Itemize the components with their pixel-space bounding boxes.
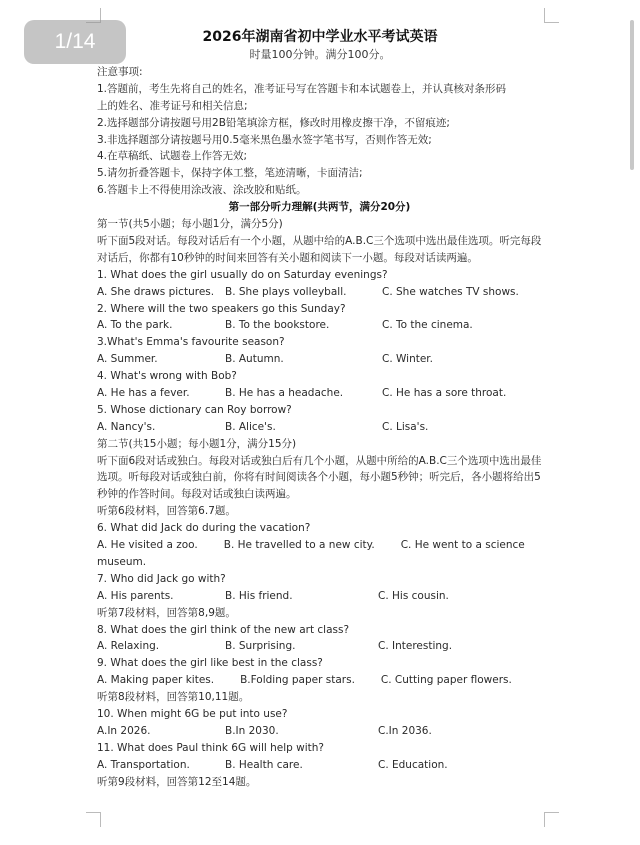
answer-option[interactable]: A. He visited a zoo. [97, 539, 198, 552]
options-row [97, 757, 542, 774]
options-row [97, 672, 542, 689]
question-stem: 3.What's Emma's favourite season? [97, 336, 285, 349]
answer-option[interactable]: B. Surprising. [225, 640, 296, 653]
answer-option[interactable]: C. Interesting. [378, 640, 453, 653]
question-stem: 10. When might 6G be put into use? [97, 707, 288, 720]
page-subtitle: 时量100分钟。满分100分。 [249, 48, 391, 61]
question-stem: 2. Where will the two speakers go this Sunday? [97, 302, 346, 315]
question-stem: 6. What did Jack do during the vacation? [97, 522, 311, 535]
options-row [97, 588, 542, 605]
section-heading: 第一节(共5小题；每小题1分，满分5分) [97, 218, 283, 231]
question-stem: 11. What does Paul think 6G will help with? [97, 741, 325, 754]
options-row [97, 537, 542, 571]
answer-option[interactable]: B.Folding paper stars. [240, 674, 355, 687]
answer-option[interactable]: B. He has a headache. [225, 386, 344, 399]
answer-option[interactable]: B. His friend. [225, 589, 293, 602]
options-row [97, 723, 542, 740]
section-instructions: 听下面6段对话或独白。每段对话或独白后有几个小题，从题中所给的A.B.C三个选项中选出最佳选项。听每段对话或独白前，你将有时间阅读各个小题，每小题5秒钟；听完后，各小题将给出5秒钟的作答时间。每段对话或独白读两遍。 [97, 454, 542, 501]
answer-option[interactable]: C. Winter. [382, 353, 433, 366]
answer-option[interactable]: C. She watches TV shows. [382, 285, 519, 298]
note-item: 3.非选择题部分请按题号用0.5毫米黑色墨水签字笔书写，否则作答无效; [97, 133, 432, 146]
page-title: 2026年湖南省初中学业水平考试英语 [202, 29, 438, 45]
answer-option[interactable]: B. Health care. [225, 758, 303, 771]
material-intro: 听第9段材料，回答第12至14题。 [97, 775, 257, 788]
page-indicator[interactable]: 1/14 [24, 20, 126, 64]
answer-option[interactable]: A. Transportation. [97, 758, 190, 771]
answer-option[interactable]: C. He went to a science museum. [97, 539, 525, 568]
answer-option[interactable]: B. He travelled to a new city. [223, 539, 375, 552]
answer-option[interactable]: A. Making paper kites. [97, 674, 215, 687]
answer-option[interactable]: B. Alice's. [225, 420, 276, 433]
material-intro: 听第6段材料，回答第6.7题。 [97, 505, 236, 518]
question-stem: 1. What does the girl usually do on Saturday evenings? [97, 268, 388, 281]
answer-option[interactable]: A. To the park. [97, 319, 173, 332]
note-item: 2.选择题部分请按题号用2B铅笔填涂方框，修改时用橡皮擦干净，不留痕迹; [97, 116, 450, 129]
section-instructions: 听下面5段对话。每段对话后有一个小题，从题中给的A.B.C三个选项中选出最佳选项。听完每段对话后，你都有10秒钟的时间来回答有关小题和阅读下一小题。每段对话读两遍。 [97, 234, 542, 264]
part-heading: 第一部分听力理解(共两节，满分20分) [228, 201, 411, 214]
question-stem: 9. What does the girl like best in the class? [97, 657, 323, 670]
answer-option[interactable]: C. Lisa's. [382, 420, 429, 433]
answer-option[interactable]: A. His parents. [97, 589, 174, 602]
document-body [97, 64, 542, 790]
crop-mark [544, 8, 559, 23]
notes-heading: 注意事项: [97, 66, 143, 78]
answer-option[interactable]: C. Education. [378, 758, 448, 771]
note-item: 4.在草稿纸、试题卷上作答无效; [97, 150, 248, 163]
material-intro: 听第8段材料，回答第10,11题。 [97, 691, 250, 704]
options-row [97, 284, 542, 301]
options-row [97, 419, 542, 436]
note-item: 1.答题前，考生先将自己的姓名，准考证号写在答题卡和本试题卷上，并认真核对条形码 [97, 82, 507, 95]
answer-option[interactable]: A. He has a fever. [97, 386, 190, 399]
answer-option[interactable]: C.In 2036. [378, 724, 432, 737]
answer-option[interactable]: B. She plays volleyball. [225, 285, 347, 298]
answer-option[interactable]: C. He has a sore throat. [382, 386, 507, 399]
answer-option[interactable]: B. Autumn. [225, 353, 284, 366]
answer-option[interactable]: A. Summer. [97, 353, 158, 366]
crop-mark [86, 812, 101, 827]
answer-option[interactable]: A.In 2026. [97, 724, 151, 737]
note-item: 5.请勿折叠答题卡，保持字体工整，笔迹清晰，卡面清洁; [97, 167, 363, 180]
question-stem: 5. Whose dictionary can Roy borrow? [97, 403, 292, 416]
answer-option[interactable]: B.In 2030. [225, 724, 279, 737]
question-stem: 8. What does the girl think of the new art class? [97, 623, 350, 636]
question-stem: 7. Who did Jack go with? [97, 572, 226, 585]
options-row [97, 317, 542, 334]
options-row [97, 638, 542, 655]
answer-option[interactable]: A. Relaxing. [97, 640, 160, 653]
material-intro: 听第7段材料，回答第8,9题。 [97, 606, 236, 619]
answer-option[interactable]: C. To the cinema. [382, 319, 473, 332]
note-item: 上的姓名、准考证号和相关信息; [97, 99, 248, 112]
answer-option[interactable]: A. Nancy's. [97, 420, 156, 433]
question-stem: 4. What's wrong with Bob? [97, 370, 237, 383]
crop-mark [544, 812, 559, 827]
section-heading: 第二节(共15小题；每小题1分，满分15分) [97, 437, 297, 450]
scrollbar-thumb[interactable] [630, 20, 634, 170]
options-row [97, 351, 542, 368]
options-row [97, 385, 542, 402]
note-item: 6.答题卡上不得使用涂改液、涂改胶和贴纸。 [97, 184, 307, 197]
answer-option[interactable]: C. His cousin. [378, 589, 449, 602]
answer-option[interactable]: A. She draws pictures. [97, 285, 215, 298]
answer-option[interactable]: C. Cutting paper flowers. [380, 674, 512, 687]
answer-option[interactable]: B. To the bookstore. [225, 319, 330, 332]
